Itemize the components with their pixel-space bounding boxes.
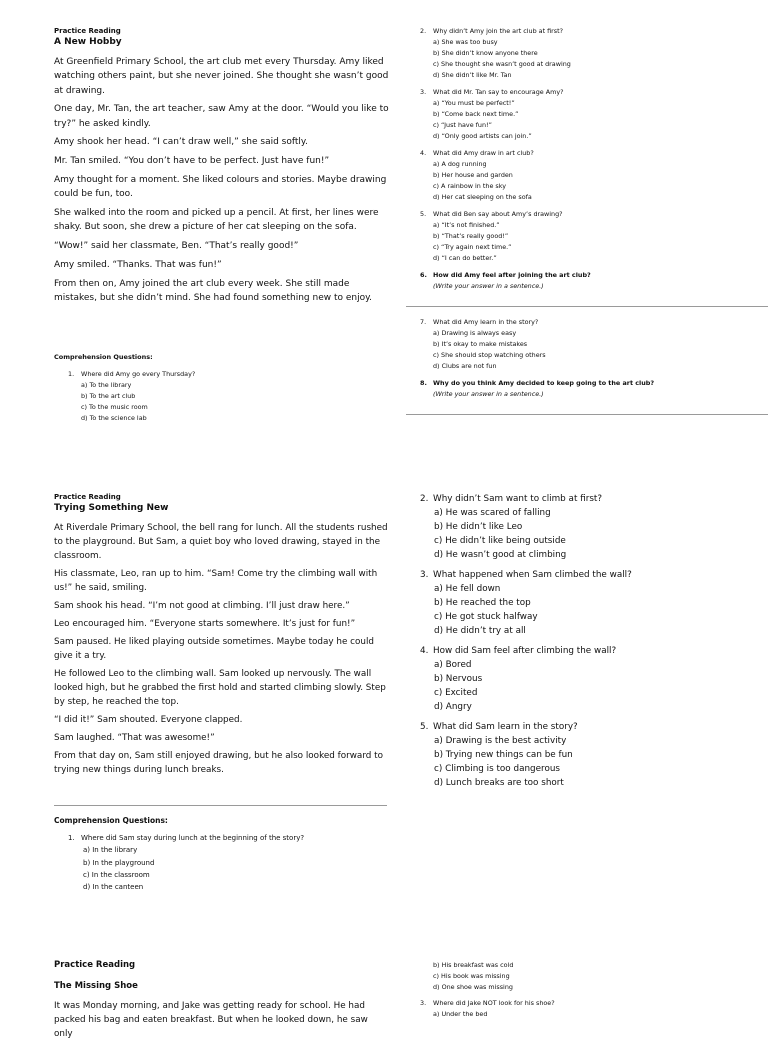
answer-option: c) He didn’t like being outside [434,536,566,546]
story-paragraph: Amy thought for a moment. She liked colours and stories. Maybe drawing could be fun, too. [54,175,387,200]
answer-option: b) His breakfast was cold [433,961,514,969]
answer-option: b) “Come back next time.” [433,110,519,118]
answer-option: d) In the canteen [83,883,144,892]
question-stem: Why didn’t Amy join the art club at first? [433,27,564,35]
question-4 [420,644,750,714]
practice-reading-label: Practice Reading [54,27,121,35]
questions-column [420,960,750,1020]
question-stem: How did Sam feel after climbing the wall? [433,646,617,656]
story-paragraph: “I did it!” Sam shouted. Everyone clapped. [54,715,243,725]
question-2-options [420,960,750,993]
comprehension-section [54,816,389,893]
question-stem: Why didn’t Sam want to climb at first? [433,494,603,504]
answer-option: d) Her cat sleeping on the sofa [433,193,532,201]
question-number: 1. [68,834,75,842]
practice-reading-label: Practice Reading [54,960,136,970]
question-number: 8. [420,379,427,387]
worksheet-page-1 [0,0,768,460]
question-stem: What did Amy draw in art club? [433,149,534,157]
question-number: 2. [420,27,427,35]
story-title: A New Hobby [54,37,122,47]
answer-option: c) He got stuck halfway [434,612,538,622]
question-number: 3. [420,88,427,96]
story-paragraph: He followed Leo to the climbing wall. Sam looked up nervously. The wall looked high, but he grabbed the first hold and started climbing slowly. Step by step, he reached the top. [54,669,386,707]
question-number: 5. [420,722,429,732]
story-paragraph: Sam paused. He liked playing outside sometimes. Maybe today he could give it a try. [54,637,374,661]
story-paragraph: His classmate, Leo, ran up to him. “Sam! Come try the climbing wall with us!” he said, smiling. [54,569,378,593]
story-title: Trying Something New [54,503,169,513]
answer-option: c) She thought she wasn’t good at drawing [433,60,571,68]
story-paragraph: Sam laughed. “That was awesome!” [54,733,215,743]
answer-option: d) One shoe was missing [433,983,513,991]
question-number: 7. [420,318,427,326]
answer-instruction: (Write your answer in a sentence.) [433,390,544,398]
story-column [54,492,389,781]
question-3 [420,87,750,142]
story-paragraph: She walked into the room and picked up a pencil. At first, her lines were shaky. But soon, she drew a picture of her cat sleeping on the sofa. [54,208,379,233]
question-1 [54,369,389,424]
question-stem: Where did Jake NOT look for his shoe? [433,999,555,1007]
question-stem: What did Sam learn in the story? [433,722,578,732]
question-3 [420,998,750,1020]
answer-option: a) Drawing is the best activity [434,736,567,746]
story-paragraph: At Greenfield Primary School, the art club met every Thursday. Amy liked watching others paint, but she never joined. She thought she wasn’t good at drawing. [54,57,389,96]
answer-option: d) Clubs are not fun [433,362,497,370]
divider-line [406,414,768,415]
comprehension-section [54,352,389,424]
story-paragraph: At Riverdale Primary School, the bell rang for lunch. All the students rushed to the playground. But Sam, a quiet boy who loved drawing, stayed in the classroom. [54,523,388,561]
question-number: 5. [420,210,427,218]
question-number: 1. [68,370,75,378]
answer-option: b) In the playground [83,858,155,867]
answer-option: d) Angry [434,702,472,712]
answer-option: d) To the science lab [81,414,147,422]
worksheet-page-2 [0,490,768,910]
answer-option: b) He didn’t like Leo [434,522,523,532]
questions-column [420,26,750,292]
question-stem: What happened when Sam climbed the wall? [433,570,632,580]
question-number: 3. [420,570,429,580]
answer-option: b) To the art club [81,392,136,400]
answer-option: a) In the library [83,846,138,855]
story-paragraph: Mr. Tan smiled. “You don’t have to be perfect. Just have fun!” [54,156,330,167]
answer-option: c) “Try again next time.” [433,243,512,251]
divider-line [406,306,768,307]
question-6 [420,270,750,292]
story-paragraph: It was Monday morning, and Jake was getting ready for school. He had packed his bag and eaten breakfast. But when he looked down, he saw only [54,1001,368,1039]
question-number: 4. [420,646,429,656]
answer-option: c) She should stop watching others [433,351,546,359]
question-stem: Where did Sam stay during lunch at the beginning of the story? [81,834,305,842]
question-4 [420,148,750,203]
divider-line [54,805,387,806]
question-stem: Why do you think Amy decided to keep going to the art club? [433,379,655,387]
answer-option: b) She didn’t know anyone there [433,49,538,57]
answer-option: b) “That’s really good!” [433,232,509,240]
answer-option: c) “Just have fun!” [433,121,492,129]
answer-option: c) To the music room [81,403,148,411]
story-column [54,26,389,310]
story-paragraph: Amy smiled. “Thanks. That was fun!” [54,260,222,271]
answer-option: b) Trying new things can be fun [434,750,573,760]
story-paragraph: Sam shook his head. “I’m not good at climbing. I’ll just draw here.” [54,601,350,611]
answer-option: b) Nervous [434,674,483,684]
story-paragraph: One day, Mr. Tan, the art teacher, saw Amy at the door. “Would you like to try?” he asked kindly. [54,104,389,129]
answer-option: c) Excited [434,688,478,698]
answer-option: d) “Only good artists can join.” [433,132,532,140]
answer-option: d) He didn’t try at all [434,626,526,636]
question-2 [420,492,750,562]
question-5 [420,209,750,264]
answer-option: a) Drawing is always easy [433,329,517,337]
answer-option: c) A rainbow in the sky [433,182,506,190]
question-stem: What did Mr. Tan say to encourage Amy? [433,88,564,96]
answer-option: b) He reached the top [434,598,531,608]
answer-option: a) She was too busy [433,38,498,46]
answer-option: b) Her house and garden [433,171,513,179]
question-stem: How did Amy feel after joining the art club? [433,271,591,279]
practice-reading-label: Practice Reading [54,493,121,501]
question-number: 6. [420,271,427,279]
answer-option: a) To the library [81,381,132,389]
story-paragraph: From then on, Amy joined the art club every week. She still made mistakes, but she didn’t mind. She had found something new to enjoy. [54,278,373,304]
story-column [54,959,389,1045]
worksheet-page-3 [0,955,768,1039]
answer-option: a) He fell down [434,584,501,594]
question-number: 3. [420,999,427,1007]
comprehension-heading: Comprehension Questions: [54,353,153,361]
answer-option: d) Lunch breaks are too short [434,778,564,788]
answer-option: a) Bored [434,660,472,670]
question-2 [420,26,750,81]
story-title: The Missing Shoe [54,981,138,991]
question-stem: What did Amy learn in the story? [433,318,539,326]
question-stem: What did Ben say about Amy’s drawing? [433,210,563,218]
answer-option: a) “It’s not finished.” [433,221,500,229]
story-paragraph: Leo encouraged him. “Everyone starts somewhere. It’s just for fun!” [54,619,356,629]
question-7 [420,317,750,372]
answer-option: d) “I can do better.” [433,254,497,262]
answer-instruction: (Write your answer in a sentence.) [433,282,544,290]
answer-option: c) In the classroom [83,870,150,879]
question-5 [420,720,750,790]
question-1 [54,832,389,893]
answer-option: b) It’s okay to make mistakes [433,340,528,348]
answer-option: d) He wasn’t good at climbing [434,550,567,560]
question-stem: Where did Amy go every Thursday? [81,370,196,378]
answer-option: a) A dog running [433,160,487,168]
story-paragraph: From that day on, Sam still enjoyed drawing, but he also looked forward to trying new things during lunch breaks. [54,751,383,775]
question-number: 2. [420,494,429,504]
answer-option: a) He was scared of falling [434,508,551,518]
questions-column-lower [420,317,750,400]
questions-column [420,492,750,790]
answer-option: c) Climbing is too dangerous [434,764,560,774]
story-paragraph: “Wow!” said her classmate, Ben. “That’s really good!” [54,241,299,252]
answer-option: a) “You must be perfect!” [433,99,515,107]
comprehension-heading: Comprehension Questions: [54,816,168,825]
answer-option: a) Under the bed [433,1010,488,1018]
question-3 [420,568,750,638]
question-number: 4. [420,149,427,157]
answer-option: d) She didn’t like Mr. Tan [433,71,512,79]
story-paragraph: Amy shook her head. “I can’t draw well,” she said softly. [54,137,308,148]
question-8 [420,378,750,400]
answer-option: c) His book was missing [433,972,510,980]
